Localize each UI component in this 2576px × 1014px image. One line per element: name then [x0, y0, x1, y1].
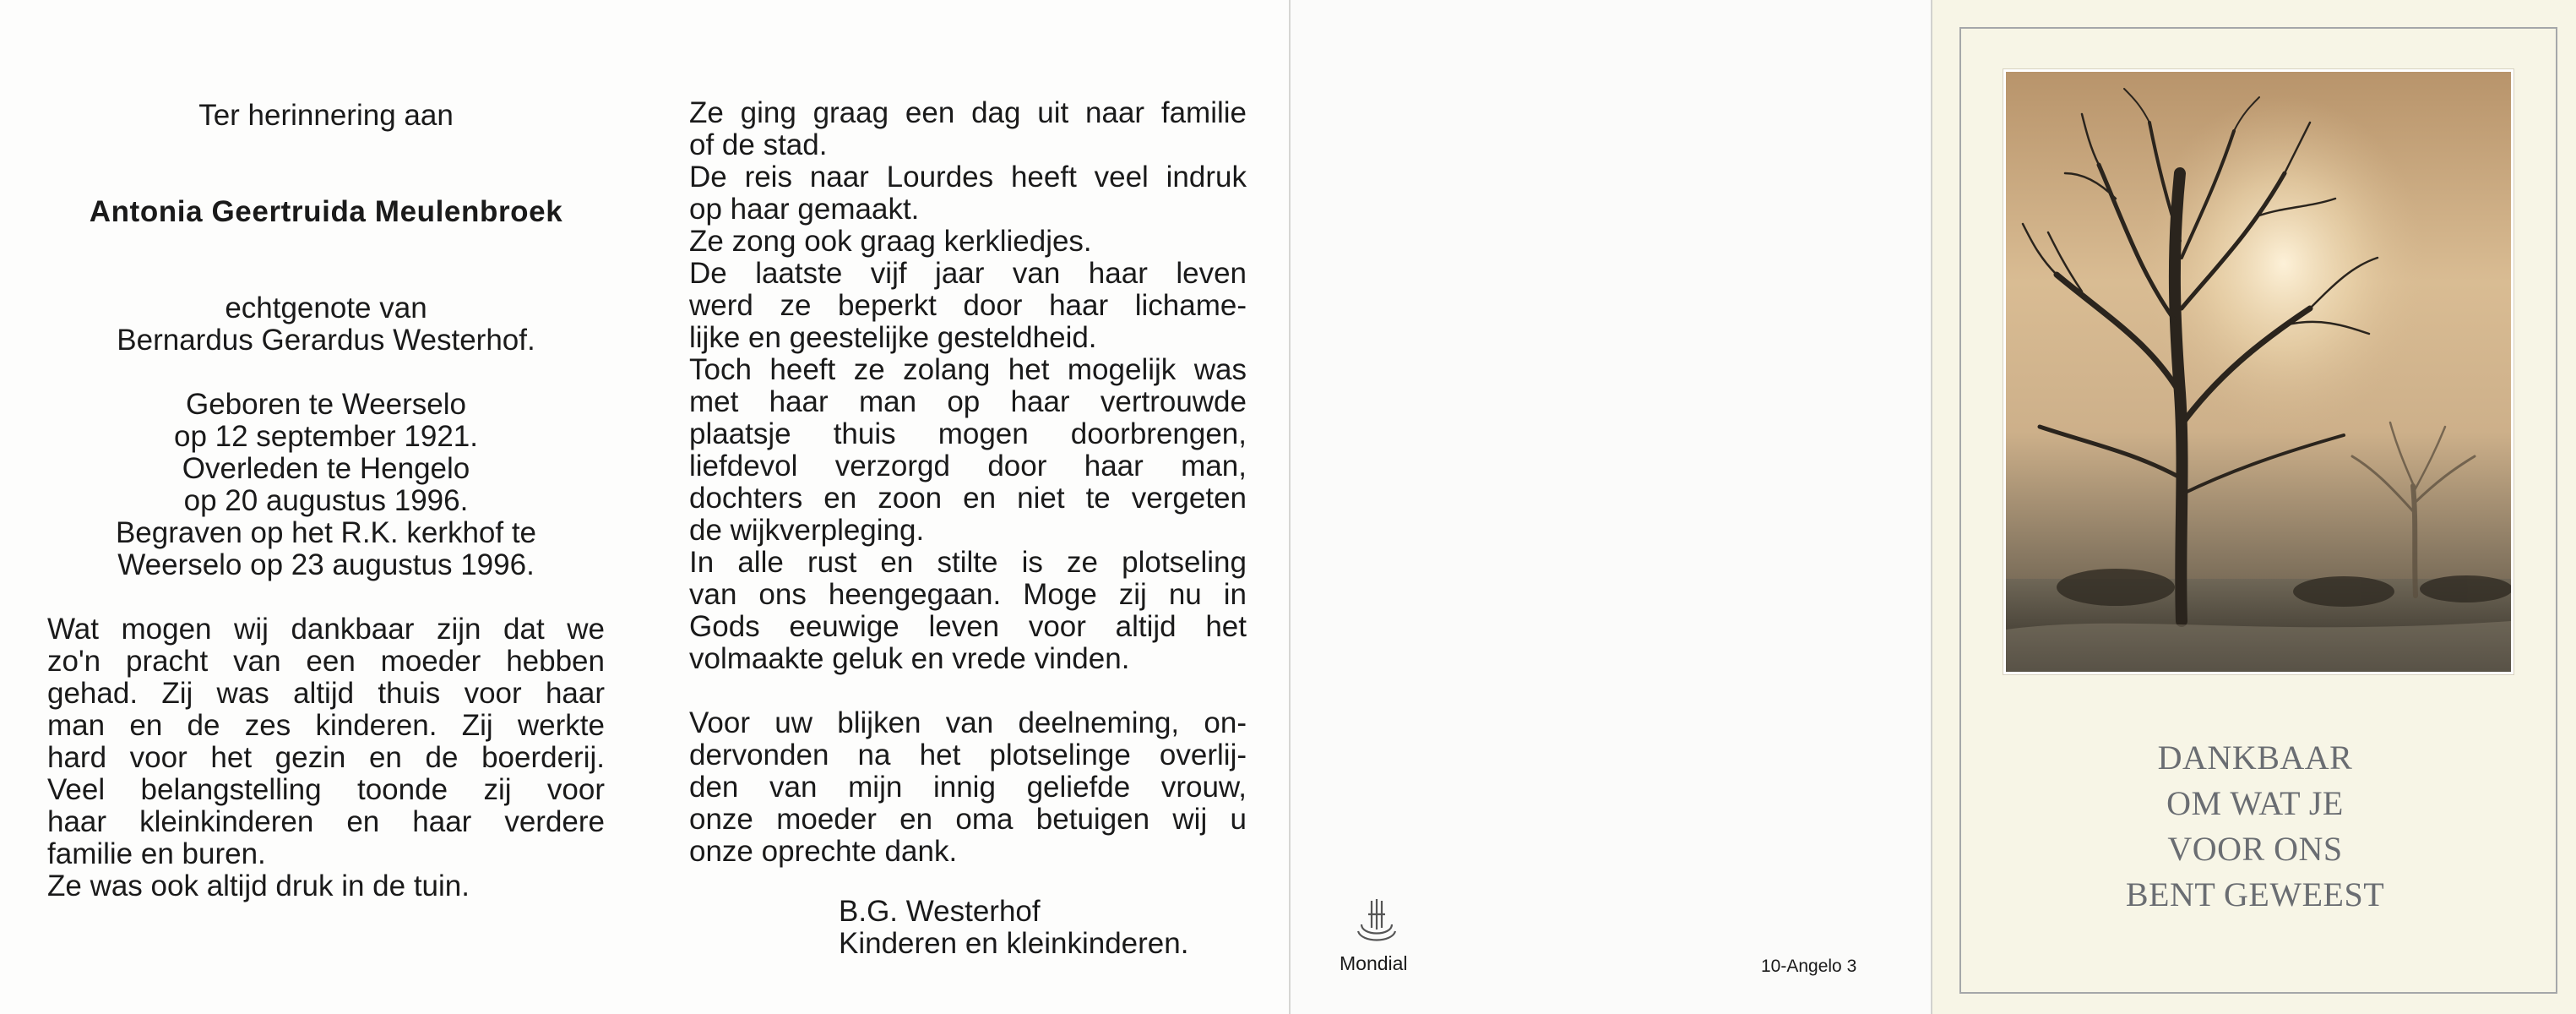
text-line: Veel belangstelling toonde zij voor: [47, 773, 605, 806]
intro-line: Ter herinnering aan: [198, 99, 454, 132]
text-line: onze oprechte dank.: [689, 835, 958, 868]
text-line: Toch heeft ze zolang het mogelijk was: [689, 353, 1247, 386]
signature-family: Kinderen en kleinkinderen.: [839, 927, 1189, 960]
spouse-line: Bernardus Gerardus Westerhof.: [117, 324, 535, 357]
cover-title: [2044, 735, 2466, 918]
publisher-name: Mondial: [1340, 952, 1408, 974]
memorial-paragraph: [47, 613, 605, 902]
text-line: Voor uw blijken van deelneming, on-: [689, 706, 1247, 739]
memorial-paragraph-2: [689, 97, 1247, 675]
thanks-paragraph: [689, 707, 1247, 868]
text-line: dochters en zoon en niet te vergeten: [689, 482, 1247, 515]
date-line: Weerselo op 23 augustus 1996.: [117, 548, 535, 581]
signature-name: B.G. Westerhof: [839, 895, 1041, 928]
text-line: De laatste vijf jaar van haar leven: [689, 257, 1247, 290]
card-code: 10-Angelo 3: [1761, 957, 1857, 976]
text-line: plaatsje thuis mogen doorbrengen,: [689, 417, 1247, 450]
text-line: Gods eeuwige leven voor altijd het: [689, 610, 1247, 643]
signature-block: [839, 896, 1188, 960]
spouse-block: [47, 292, 605, 357]
text-column-right: [689, 97, 1247, 868]
text-column-left: [47, 100, 605, 902]
cover-line: DANKBAAR: [2157, 739, 2353, 777]
text-line: de wijkverpleging.: [689, 514, 925, 547]
text-line: haar kleinkinderen en haar verdere: [47, 805, 605, 838]
text-line: Ze ging graag een dag uit naar familie: [689, 96, 1247, 129]
text-line: met haar man op haar vertrouwde: [689, 385, 1247, 418]
text-line: Ze zong ook graag kerkliedjes.: [689, 225, 1092, 258]
mondial-logo-icon: [1350, 896, 1404, 950]
date-line: Begraven op het R.K. kerkhof te: [115, 516, 537, 549]
date-line: Overleden te Hengelo: [182, 452, 470, 485]
text-line: man en de zes kinderen. Zij werkte: [47, 709, 605, 742]
text-line: gehad. Zij was altijd thuis voor haar: [47, 677, 605, 710]
text-line: den van mijn innig geliefde vrouw,: [689, 771, 1247, 804]
text-line: zo'n pracht van een moeder hebben: [47, 645, 605, 678]
cover-line: OM WAT JE: [2166, 784, 2344, 822]
text-line: van ons heengegaan. Moge zij nu in: [689, 578, 1247, 611]
text-line: werd ze beperkt door haar lichame-: [689, 289, 1247, 322]
cover-line: VOOR ONS: [2167, 830, 2343, 868]
text-line: volmaakte geluk en vrede vinden.: [689, 642, 1130, 675]
text-line: lijke en geestelijke gesteldheid.: [689, 321, 1097, 354]
deceased-name: Antonia Geertruida Meulenbroek: [89, 195, 563, 228]
text-line: onze moeder en oma betuigen wij u: [689, 803, 1247, 836]
text-line: In alle rust en stilte is ze plotseling: [689, 546, 1247, 579]
text-line: liefdevol verzorgd door haar man,: [689, 450, 1247, 482]
date-line: op 12 september 1921.: [174, 420, 478, 453]
tree-in-mist-photo: [2003, 69, 2514, 674]
dates-block: [47, 389, 605, 581]
card-inner-blank-panel: [1291, 0, 1932, 1014]
text-line: hard voor het gezin en de boerderij.: [47, 741, 605, 774]
text-line: op haar gemaakt.: [689, 193, 920, 226]
tree-photo-illustration: [2006, 72, 2511, 672]
text-line: dervonden na het plotselinge overlij-: [689, 739, 1247, 771]
text-line: Ze was ook altijd druk in de tuin.: [47, 870, 470, 902]
text-line: familie en buren.: [47, 837, 266, 870]
spouse-line: echtgenote van: [225, 292, 427, 324]
text-line: Wat mogen wij dankbaar zijn dat we: [47, 613, 605, 646]
text-line: De reis naar Lourdes heeft veel indruk: [689, 161, 1247, 194]
cover-line: BENT GEWEEST: [2125, 875, 2385, 913]
text-line: of de stad.: [689, 128, 828, 161]
date-line: Geboren te Weerselo: [185, 388, 467, 421]
date-line: op 20 augustus 1996.: [183, 484, 469, 517]
